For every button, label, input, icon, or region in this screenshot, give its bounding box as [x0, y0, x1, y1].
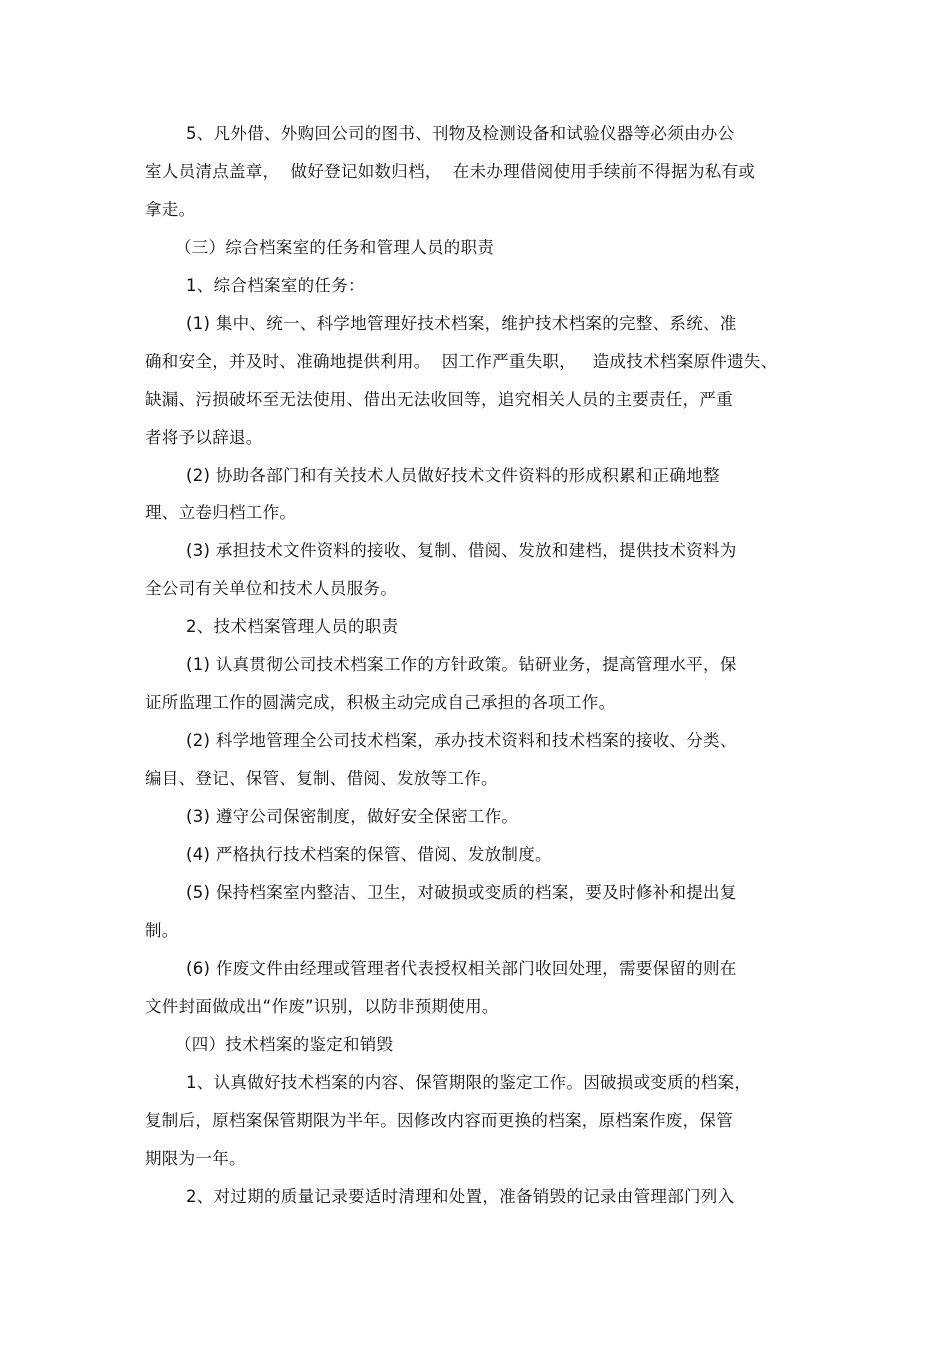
text-line: (1) 认真贯彻公司技术档案工作的方针政策。钻研业务，提高管理水平，保: [186, 655, 737, 674]
text-line: 文件封面做成出“作废”识别，以防非预期使用。: [145, 997, 499, 1016]
text-line: 者将予以辞退。: [145, 428, 263, 447]
text-line: (3) 承担技术文件资料的接收、复制、借阅、发放和建档，提供技术资料为: [186, 541, 737, 560]
text-line: (4) 严格执行技术档案的保管、借阅、发放制度。: [186, 845, 552, 864]
text-line: 证所监理工作的圆满完成，积极主动完成自己承担的各项工作。: [145, 693, 616, 712]
text-line: (6) 作废文件由经理或管理者代表授权相关部门收回处理，需要保留的则在: [186, 959, 737, 978]
text-line: 1、认真做好技术档案的内容、保管期限的鉴定工作。因破损或变质的档案，: [186, 1073, 752, 1092]
text-line: 2、对过期的质量记录要适时清理和处置，准备销毁的记录由管理部门列入: [186, 1187, 735, 1206]
text-line: 期限为一年。: [145, 1149, 246, 1168]
text-line: 拿走。: [145, 200, 196, 219]
subsection-heading: 1、综合档案室的任务：: [186, 276, 365, 295]
text-line: 缺漏、污损破坏至无法使用、借出无法收回等，追究相关人员的主要责任，严重: [145, 390, 733, 409]
text-line: (3) 遵守公司保密制度，做好安全保密工作。: [186, 807, 519, 826]
subsection-heading: 2、技术档案管理人员的职责: [186, 617, 399, 636]
section-heading: （四）技术档案的鉴定和销毁: [175, 1035, 394, 1054]
text-line: (5) 保持档案室内整洁、卫生，对破损或变质的档案，要及时修补和提出复: [186, 883, 737, 902]
text-line: (2) 协助各部门和有关技术人员做好技术文件资料的形成积累和正确地整: [186, 466, 720, 485]
text-line: 复制后，原档案保管期限为半年。因修改内容而更换的档案，原档案作废，保管: [145, 1111, 733, 1130]
text-line: 5、凡外借、外购回公司的图书、刊物及检测设备和试验仪器等必须由办公: [186, 124, 735, 143]
text-line: 编目、登记、保管、复制、借阅、发放等工作。: [145, 769, 498, 788]
text-line: 确和安全，并及时、准确地提供利用。 因工作严重失职， 造成技术档案原件遗失、: [145, 352, 778, 371]
text-line: 理、立卷归档工作。: [145, 503, 297, 522]
text-line: (1) 集中、统一、科学地管理好技术档案，维护技术档案的完整、系统、准: [186, 314, 737, 333]
text-line: (2) 科学地管理全公司技术档案，承办技术资料和技术档案的接收、分类、: [186, 731, 737, 750]
text-line: 制。: [145, 921, 179, 940]
section-heading: （三）综合档案室的任务和管理人员的职责: [175, 238, 495, 257]
text-line: 全公司有关单位和技术人员服务。: [145, 579, 397, 598]
text-line: 室人员清点盖章， 做好登记如数归档， 在未办理借阅使用手续前不得据为私有或: [145, 162, 756, 181]
